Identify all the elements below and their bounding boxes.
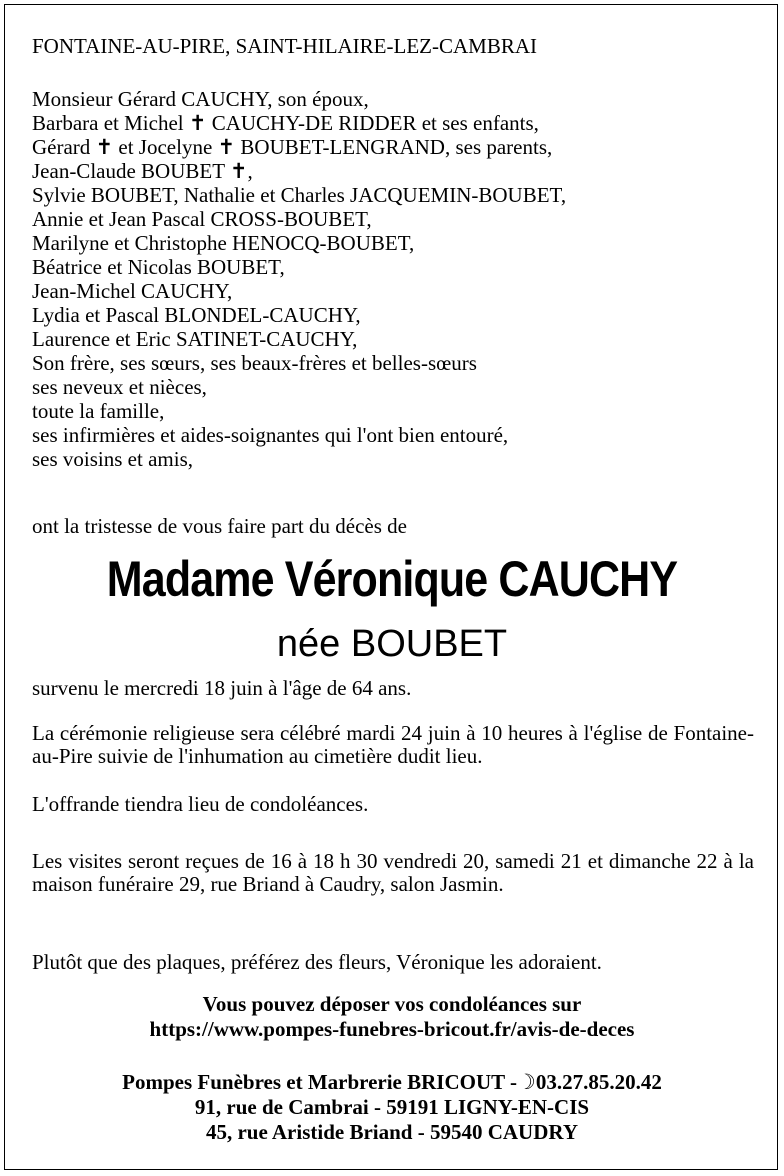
death-info: survenu le mercredi 18 juin à l'âge de 64 ans.	[32, 676, 412, 700]
ceremony-text: La cérémonie religieuse sera célébré mardi 24 juin à 10 heures à l'église de Fontaine-au-Pire suivie de l'inhumation au cimetière dudit lieu.	[32, 721, 754, 768]
family-line	[32, 375, 207, 399]
family-line-text: et Jocelyne	[113, 135, 218, 159]
cross-icon: ✝	[95, 135, 114, 159]
address-ligny: 91, rue de Cambrai - 59191 LIGNY-EN-CIS	[194, 1095, 590, 1119]
family-line-text: Monsieur Gérard CAUCHY, son époux,	[32, 87, 369, 111]
family-line-text: Laurence et Eric SATINET-CAUCHY,	[32, 327, 358, 351]
flowers-text: Plutôt que des plaques, préférez des fleurs, Véronique les adoraient.	[32, 950, 602, 974]
family-line	[32, 399, 164, 423]
family-line-text: ses infirmières et aides-soignantes qui l'ont bien entouré,	[32, 423, 509, 447]
cross-icon: ✝	[229, 159, 248, 183]
family-line-text: ,	[247, 159, 253, 183]
family-line	[32, 327, 357, 351]
family-line	[32, 231, 414, 255]
family-line-text: Marilyne et Christophe HENOCQ-BOUBET,	[32, 231, 415, 255]
family-line-text: CAUCHY-DE RIDDER et ses enfants,	[206, 111, 539, 135]
family-line-text: toute la famille,	[32, 399, 165, 423]
visits-text: Les visites seront reçues de 16 à 18 h 30 vendredi 20, samedi 21 et dimanche 22 à la maison funéraire 29, rue Briand à Caudry, salon Jasmin.	[32, 849, 754, 896]
family-line-text: Béatrice et Nicolas BOUBET,	[32, 255, 285, 279]
announcement-text: ont la tristesse de vous faire part du décès de	[32, 514, 407, 538]
family-line	[32, 159, 253, 183]
family-line	[32, 303, 361, 327]
family-line-text: Jean-Claude BOUBET	[32, 159, 230, 183]
family-line	[32, 447, 193, 471]
family-line-text: Jean-Michel CAUCHY,	[32, 279, 233, 303]
family-line-text: Sylvie BOUBET, Nathalie et Charles JACQUEMIN-BOUBET,	[32, 183, 567, 207]
family-line-text: Annie et Jean Pascal CROSS-BOUBET,	[32, 207, 372, 231]
maiden-name: née BOUBET	[276, 623, 508, 665]
family-line-text: BOUBET-LENGRAND, ses parents,	[235, 135, 553, 159]
family-line	[32, 135, 552, 159]
family-line-text: Lydia et Pascal BLONDEL-CAUCHY,	[32, 303, 361, 327]
family-line	[32, 87, 369, 111]
online-condolences-line: Vous pouvez déposer vos condoléances sur	[202, 992, 582, 1016]
family-line	[32, 183, 566, 207]
family-line-text: Son frère, ses sœurs, ses beaux-frères et belles-sœurs	[32, 351, 477, 375]
family-line-text: Gérard	[32, 135, 96, 159]
funeral-home-phone[interactable]: 03.27.85.20.42	[535, 1070, 662, 1094]
locality-header: FONTAINE-AU-PIRE, SAINT-HILAIRE-LEZ-CAMBRAI	[32, 34, 537, 58]
family-line	[32, 351, 477, 375]
family-line	[32, 207, 372, 231]
family-line	[32, 279, 232, 303]
family-line	[32, 423, 508, 447]
condolences-url[interactable]: https://www.pompes-funebres-bricout.fr/avis-de-deces	[149, 1017, 635, 1041]
funeral-home-name: Pompes Funèbres et Marbrerie BRICOUT -	[122, 1070, 518, 1094]
deceased-name: Madame Véronique CAUCHY	[106, 551, 678, 607]
family-line	[32, 255, 285, 279]
funeral-home-line	[0, 1070, 784, 1095]
address-caudry: 45, rue Aristide Briand - 59540 CAUDRY	[205, 1120, 578, 1144]
family-line-text: ses voisins et amis,	[32, 447, 193, 471]
family-line-text: Barbara et Michel	[32, 111, 189, 135]
family-line-text: ses neveux et nièces,	[32, 375, 207, 399]
condolences-note: L'offrande tiendra lieu de condoléances.	[32, 792, 369, 816]
phone-icon: ☽	[517, 1070, 536, 1094]
family-line	[32, 111, 539, 135]
cross-icon: ✝	[217, 135, 236, 159]
cross-icon: ✝	[188, 111, 207, 135]
